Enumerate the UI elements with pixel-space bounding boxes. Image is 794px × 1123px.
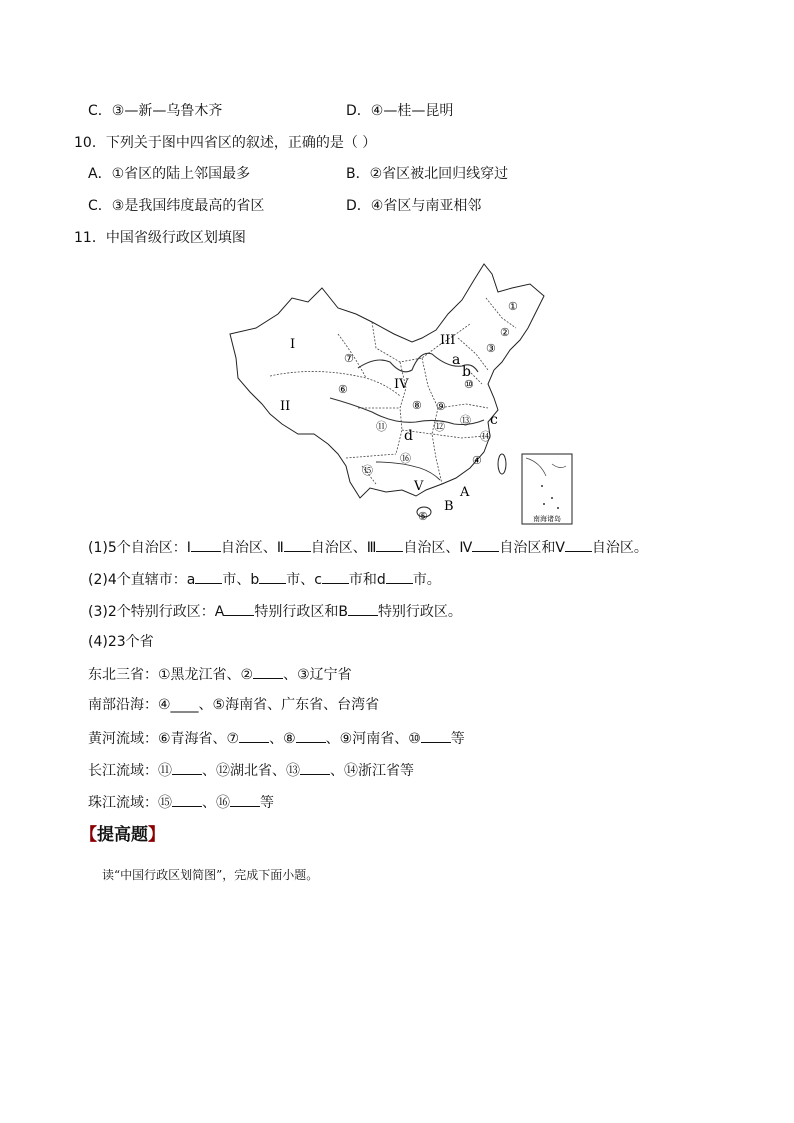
map-label-circled-12: ⑫ — [434, 420, 445, 433]
answer-blank[interactable] — [376, 537, 403, 552]
map-label-circled-9: ⑨ — [436, 400, 446, 413]
map-label-circled-4: ④ — [472, 454, 482, 467]
answer-blank[interactable] — [322, 569, 349, 584]
q10-stem: 10．下列关于图中四省区的叙述，正确的是（ ） — [74, 135, 377, 151]
china-map — [226, 258, 576, 528]
map-label-roman-4: IV — [394, 377, 409, 392]
answer-blank[interactable] — [253, 664, 283, 679]
q11-part4: (4)23个省 — [88, 634, 154, 650]
map-label-circled-7: ⑦ — [344, 352, 354, 365]
map-label-circled-6: ⑥ — [338, 383, 348, 396]
answer-blank[interactable] — [230, 792, 260, 807]
taiwan-island — [498, 454, 506, 474]
map-label-circled-8: ⑧ — [412, 399, 422, 412]
answer-blank[interactable] — [172, 760, 202, 775]
map-label-circled-11: ⑪ — [376, 420, 387, 433]
map-label-circled-3: ③ — [486, 342, 496, 355]
map-label-roman-1: I — [290, 337, 296, 352]
advanced-section-title: 【提高题】 — [80, 825, 165, 845]
answer-blank[interactable] — [296, 728, 326, 743]
answer-blank[interactable] — [386, 569, 413, 584]
answer-blank[interactable] — [300, 760, 330, 775]
map-label-a: a — [452, 352, 461, 368]
south-china-sea-inset — [522, 454, 572, 524]
answer-blank[interactable] — [191, 537, 221, 552]
answer-blank[interactable] — [259, 569, 286, 584]
answer-blank[interactable] — [172, 792, 202, 807]
map-label-d: d — [404, 428, 413, 444]
northeast-provinces: 东北三省：①黑龙江省、② 、③辽宁省 — [88, 664, 352, 684]
south-coastal-provinces: 南部沿海：④____、⑤海南省、广东省、台湾省 — [88, 697, 380, 713]
china-outline — [230, 264, 544, 498]
advanced-intro: 读“中国行政区划简图”，完成下面小题。 — [102, 868, 319, 882]
q10-option-a: A．①省区的陆上邻国最多 — [88, 166, 251, 182]
answer-blank[interactable] — [348, 601, 378, 616]
pearl-river-provinces: 珠江流域：⑮ 、⑯ 等 — [88, 792, 274, 812]
yellow-river-provinces: 黄河流域：⑥青海省、⑦ 、⑧ 、⑨河南省、⑩ 等 — [88, 728, 465, 748]
inset-label: 南海诸岛 — [533, 515, 561, 523]
border-line — [346, 408, 400, 484]
answer-blank[interactable] — [224, 601, 254, 616]
q10-option-b: B．②省区被北回归线穿过 — [346, 166, 509, 182]
answer-blank[interactable] — [565, 537, 592, 552]
q11-part2: (2)4个直辖市：a 市、b 市、c 市和d 市。 — [88, 569, 441, 589]
yangtze-river-provinces: 长江流域：⑪ 、⑫湖北省、⑬ 、⑭浙江省等 — [88, 760, 414, 780]
answer-blank[interactable] — [195, 569, 222, 584]
map-label-B: B — [444, 499, 454, 514]
answer-blank[interactable] — [472, 537, 499, 552]
map-label-circled-13: ⑬ — [460, 414, 471, 427]
answer-blank[interactable] — [421, 728, 451, 743]
answer-blank[interactable] — [239, 728, 269, 743]
map-label-circled-15: ⑮ — [362, 464, 373, 477]
q11-part1: (1)5个自治区：Ⅰ 自治区、Ⅱ 自治区、Ⅲ 自治区、Ⅳ 自治区和Ⅴ 自治区。 — [88, 537, 648, 557]
map-label-A: A — [460, 485, 470, 500]
map-label-b: b — [462, 364, 471, 380]
border-line — [270, 371, 400, 396]
q11-part3: (3)2个特别行政区：A 特别行政区和B 特别行政区。 — [88, 601, 462, 621]
answer-blank[interactable] — [284, 537, 311, 552]
q11-stem: 11．中国省级行政区划填图 — [74, 230, 246, 246]
map-label-circled-16: ⑯ — [400, 452, 411, 465]
q10-option-d: D．④省区与南亚相邻 — [346, 198, 482, 214]
q9-option-c: C．③—新—乌鲁木齐 — [88, 103, 223, 119]
q10-option-c: C．③是我国纬度最高的省区 — [88, 198, 265, 214]
map-label-circled-1: ① — [508, 300, 518, 313]
q9-option-d: D．④—桂—昆明 — [346, 103, 454, 119]
map-label-roman-2: II — [280, 399, 291, 414]
map-label-circled-10: ⑩ — [464, 378, 474, 391]
map-label-circled-14: ⑭ — [480, 430, 491, 443]
map-label-roman-5: V — [414, 479, 424, 494]
map-label-roman-3: III — [440, 333, 456, 348]
map-label-circled-2: ② — [500, 326, 510, 339]
map-label-circled-5: ⑤ — [418, 510, 428, 523]
map-label-c: c — [490, 412, 498, 428]
